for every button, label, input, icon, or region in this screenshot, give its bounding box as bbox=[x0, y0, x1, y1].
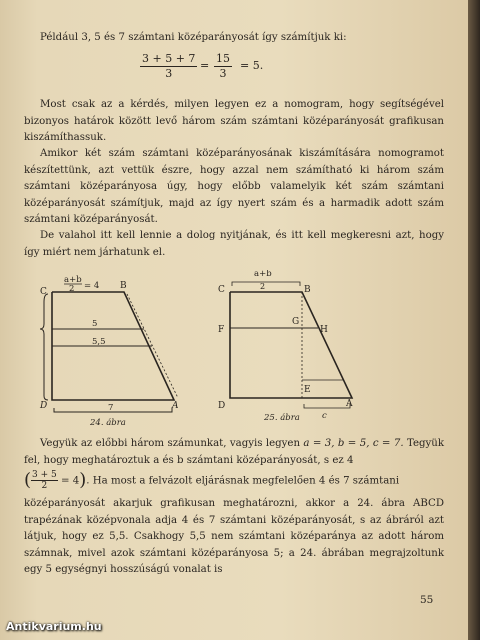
example-intro: Például 3, 5 és 7 számtani középarányosát így számítjuk ki: bbox=[40, 32, 347, 43]
fig25-label-h: H bbox=[320, 325, 328, 335]
fig24-label-a: A bbox=[172, 401, 179, 411]
top-bracket-25 bbox=[232, 282, 300, 286]
fig24-label-7: 7 bbox=[108, 403, 114, 413]
page-edge-shadow bbox=[468, 0, 480, 640]
inline-fraction: $\frac{3 + 5}{2}$ bbox=[32, 470, 57, 491]
paragraph-4: Vegyük az előbbi három számunkat, vagyis legyen a = 3, b = 5, c = 7. Tegyük fel, hogy meghatároztuk a és b számtani középarányosát, s ez 4 bbox=[24, 438, 444, 466]
formula-equals-1: = bbox=[200, 59, 210, 72]
trapezoid-abcd-25 bbox=[230, 292, 352, 398]
page-number: 55 bbox=[420, 594, 434, 606]
fig25-label-c-bottom: c bbox=[322, 411, 327, 421]
figure-25 bbox=[212, 270, 372, 430]
fig25-label-c: C bbox=[218, 285, 225, 295]
fig25-label-a: A bbox=[346, 399, 353, 409]
paragraph-2: Amikor két szám számtani középarányosának kiszámítására nomogramot készítettünk, azt vettük észre, hogy azzal nem számítható ki három szám számtani középarányosa úgy, hogy előbb valamelyik két szám számtani középarányosát számítjuk, majd az így nyert szám és a harmadik adott szám számtani középarányosát. bbox=[24, 148, 444, 225]
fig24-label-5-5: 5,5 bbox=[92, 337, 106, 347]
fig24-top-val: = 4 bbox=[84, 281, 100, 291]
paragraph-5: ( $\frac{3 + 5}{2}$ = 4). Ha most a felvázolt eljárásnak megfelelően 4 és 7 számtani bbox=[24, 469, 400, 491]
fig25-label-e: E bbox=[304, 385, 311, 395]
figure-24 bbox=[34, 272, 194, 432]
mean-formula bbox=[0, 52, 468, 92]
fig25-label-d: D bbox=[218, 401, 226, 411]
fig24-top-num: a+b bbox=[64, 275, 82, 285]
watermark-logo: Antikvarium.hu bbox=[6, 620, 102, 633]
fig24-label-5: 5 bbox=[92, 319, 98, 329]
fig25-label-f: F bbox=[218, 325, 225, 335]
fig24-label-d: D bbox=[40, 401, 48, 411]
paragraph-1: Most csak az a kérdés, milyen legyen ez a nomogram, hogy segítségével bizonyos határok között levő három szám számtani középarányosát grafikusan kiszámíthassuk. bbox=[24, 99, 444, 143]
fig24-top-den: 2 bbox=[69, 284, 75, 294]
paragraph-3: De valahol itt kell lennie a dolog nyitjának, és itt kell megkeresni azt, hogy így miért nem járhatunk el. bbox=[24, 230, 444, 258]
fig24-caption: 24. ábra bbox=[90, 418, 126, 428]
formula-fraction-1: $\frac{3 + 5 + 7}{3}$ bbox=[142, 52, 196, 80]
fig25-caption: 25. ábra bbox=[264, 413, 300, 423]
fig25-top-den: 2 bbox=[260, 282, 266, 291]
formula-fraction-2: $\frac{15}{3}$ bbox=[216, 52, 230, 80]
fig24-label-b: B bbox=[120, 281, 127, 291]
fig25-label-b: B bbox=[304, 285, 311, 295]
fig25-top-num: a+b bbox=[254, 270, 272, 279]
fig24-label-c: C bbox=[40, 287, 47, 297]
fig25-label-g: G bbox=[292, 317, 300, 327]
paragraph-6: középarányosát akarjuk grafikusan meghatározni, akkor a 24. ábra ABCD trapézának középvonala adja 4 és 7 számtani középarányosát, s az ábráról azt látjuk, hogy ez 5,5. Csakhogy 5,5 nem számtani középaránya az adott három számnak, mivel azok számtani középarányosa 5; a 24. ábrában megrajzoltunk egy 5 egységnyi hosszúságú vonalat is bbox=[24, 498, 444, 575]
formula-result: = 5. bbox=[240, 59, 264, 72]
left-bracket bbox=[40, 294, 48, 400]
bottom-bracket-25 bbox=[304, 404, 350, 408]
